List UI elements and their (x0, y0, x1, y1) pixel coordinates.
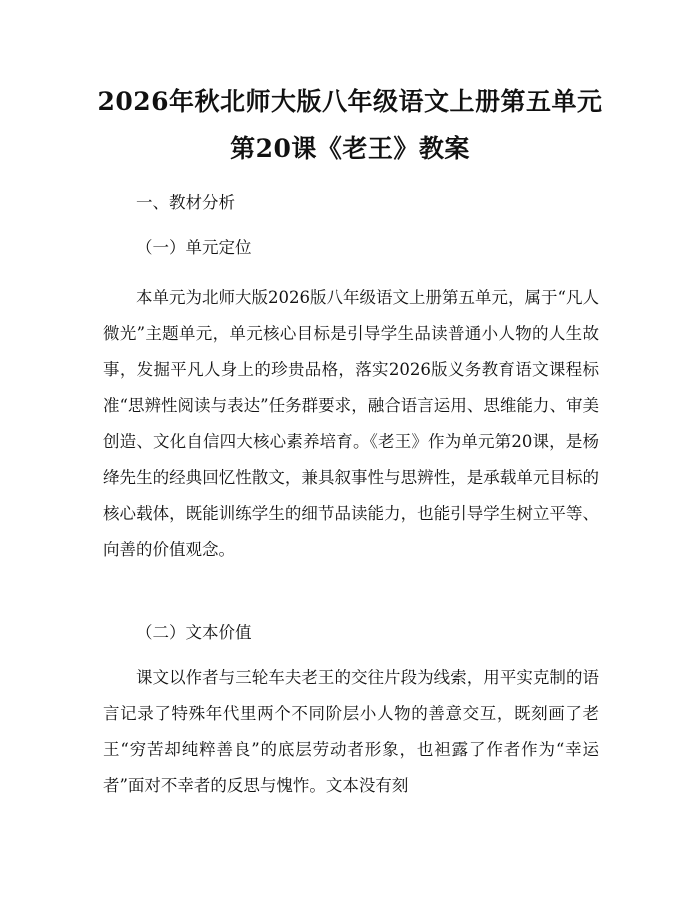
document-title-line-1: 2026年秋北师大版八年级语文上册第五单元 (97, 87, 603, 116)
subsection-heading-unit-positioning: （一）单元定位 (136, 238, 252, 257)
subsection-heading-text-value: （二）文本价值 (136, 623, 252, 642)
paragraph-unit-positioning: 本单元为北师大版2026版八年级语文上册第五单元，属于“凡人微光”主题单元，单元核心目标是引导学生品读普通小人物的人生故事，发掘平凡人身上的珍贵品格，落实2026版义务教育语文课程标准“思辨性阅读与表达”任务群要求，融合语言运用、思维能力、审美创造、文化自信四大核心素养培育。《老王》作为单元第20课，是杨绛先生的经典回忆性散文，兼具叙事性与思辨性，是承载单元目标的核心载体，既能训练学生的细节品读能力，也能引导学生树立平等、向善的价值观念。 (103, 288, 599, 559)
document-title-line-2: 第20课《老王》教案 (230, 134, 470, 163)
section-heading-textbook-analysis: 一、教材分析 (136, 193, 235, 212)
paragraph-text-value: 课文以作者与三轮车夫老王的交往片段为线索，用平实克制的语言记录了特殊年代里两个不同阶层小人物的善意交互，既刻画了老王“穷苦却纯粹善良”的底层劳动者形象，也袒露了作者作为“幸运者”面对不幸者的反思与愧怍。文本没有刻 (103, 668, 599, 795)
